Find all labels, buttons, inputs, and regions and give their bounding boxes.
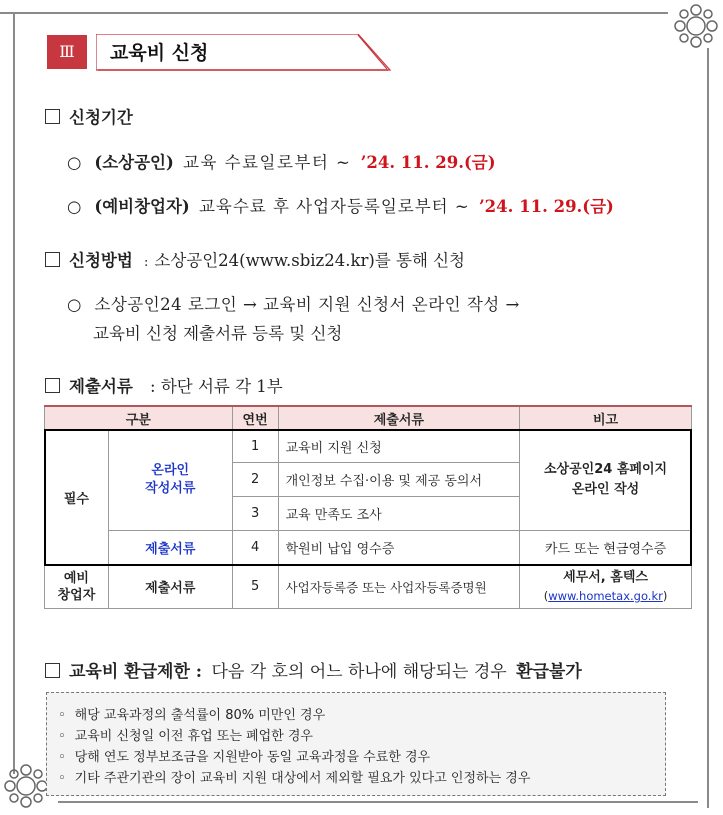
checkbox-square-icon <box>45 109 60 124</box>
group-required: 필수 <box>45 430 109 565</box>
header-number: 연번 <box>232 406 278 430</box>
docs-heading-row: 제출서류 : 하단 서류 각 1부 <box>45 373 283 397</box>
table-row: 예비 창업자 제출서류 5 사업자등록증 또는 사업자등록증명원 세무서, 홈텍스 (www.hometax.go.kr) <box>45 565 692 609</box>
section-title: 교육비 신청 <box>110 42 209 64</box>
bullet-circle-icon: ○ <box>67 295 82 314</box>
method-item-cont: 교육비 신청 제출서류 등록 및 신청 <box>93 324 343 343</box>
docs-heading: 제출서류 <box>69 377 133 396</box>
period-heading: 신청기간 <box>69 108 133 127</box>
group-prospective: 예비 창업자 <box>45 565 109 609</box>
table-header-row <box>45 406 692 430</box>
note-online: 소상공인24 홈페이지 온라인 작성 <box>520 430 692 531</box>
method-heading-row: 신청방법 : 소상공인24(www.sbiz24.kr)를 통해 신청 <box>45 247 465 271</box>
list-item: ◦ 당해 연도 정부보조금을 지원받아 동일 교육과정을 수료한 경우 <box>58 750 431 765</box>
header-category: 구분 <box>45 406 233 430</box>
table-row: 2 개인정보 수집·이용 및 제공 동의서 <box>45 463 692 497</box>
bullet-circle-icon: ○ <box>67 197 82 216</box>
submit-docs-label: 제출서류 <box>108 531 232 565</box>
table-row: 제출서류 4 학원비 납입 영수증 카드 또는 현금영수증 <box>45 531 692 565</box>
note-receipt: 카드 또는 현금영수증 <box>520 531 692 565</box>
checkbox-square-icon <box>45 663 60 678</box>
hometax-link[interactable]: www.hometax.go.kr <box>548 588 663 603</box>
ornament-top-right-icon <box>672 2 720 50</box>
period-heading-row <box>45 104 133 128</box>
section-number-badge: Ⅲ <box>47 35 87 69</box>
method-item: ○ 소상공인24 로그인 → 교육비 지원 신청서 온라인 작성 → <box>67 295 520 314</box>
submit-docs-label-2: 제출서류 <box>108 565 232 609</box>
header-note: 비고 <box>520 406 692 430</box>
table-row: 필수 온라인 작성서류 1 교육비 지원 신청 소상공인24 홈페이지 온라인 작성 <box>45 430 692 463</box>
list-item: ◦ 기타 주관기관의 장이 교육비 지원 대상에서 제외할 필요가 있다고 인정하는 경우 <box>58 771 531 786</box>
list-item: ◦ 해당 교육과정의 출석률이 80% 미만인 경우 <box>58 708 326 723</box>
documents-table <box>44 405 692 609</box>
top-rule <box>0 12 668 14</box>
method-heading: 신청방법 <box>69 251 133 270</box>
ornament-bottom-left-icon <box>2 762 50 810</box>
bullet-circle-icon: ○ <box>67 153 82 172</box>
table-row: 3 교육 만족도 조사 <box>45 497 692 531</box>
refund-heading-row: 교육비 환급제한 : 다음 각 호의 어느 하나에 해당되는 경우 환급불가 <box>45 657 582 682</box>
bottom-rule <box>58 801 698 803</box>
checkbox-square-icon <box>45 378 60 393</box>
list-item: ◦ 교육비 신청일 이전 휴업 또는 폐업한 경우 <box>58 729 313 744</box>
header-document: 제출서류 <box>278 406 520 430</box>
period-item-smb: ○ (소상공인) 교육 수료일로부터 ~ ’24. 11. 29.(금) <box>67 153 496 172</box>
left-rule <box>13 12 15 774</box>
period-item-prospective: ○ (예비창업자) 교육수료 후 사업자등록일로부터 ~ ’24. 11. 29.(금) <box>67 197 614 216</box>
note-tax: 세무서, 홈텍스 (www.hometax.go.kr) <box>520 565 692 609</box>
online-docs-label: 온라인 작성서류 <box>108 430 232 531</box>
refund-heading: 교육비 환급제한 : <box>69 662 203 682</box>
checkbox-square-icon <box>45 252 60 267</box>
right-rule <box>707 48 709 808</box>
